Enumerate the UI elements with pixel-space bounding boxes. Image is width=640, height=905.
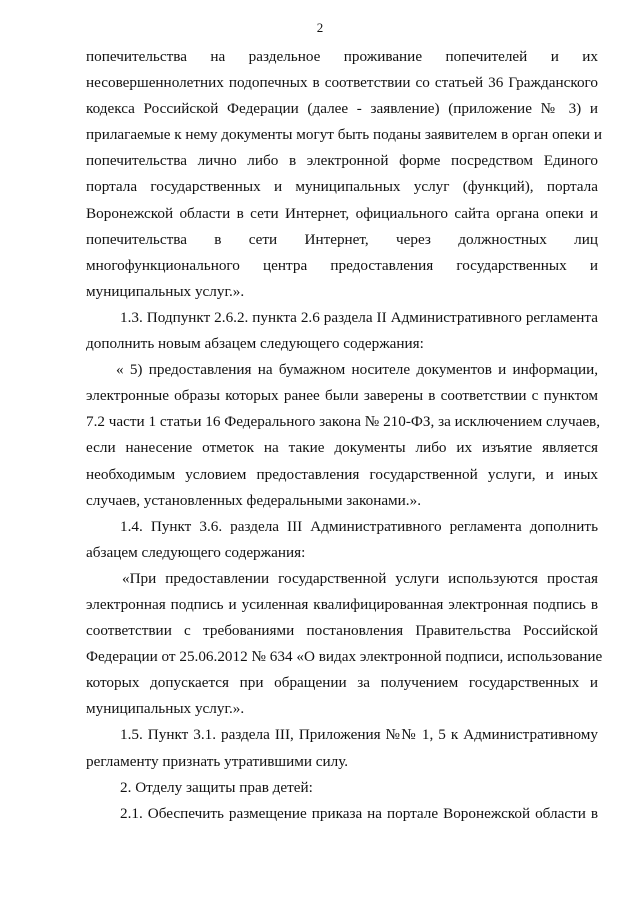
text-line: 1.3. Подпункт 2.6.2. пункта 2.6 раздела II Административного регламента <box>120 308 598 326</box>
text-line: соответствии с требованиями постановления Правительства Российской <box>86 622 598 640</box>
text-line: если нанесение отметок на такие документы либо их изъятие является <box>86 439 598 457</box>
text-line: портала государственных и муниципальных услуг (функций), портала <box>86 178 598 196</box>
text-line: попечительства в сети Интернет, через должностных лиц <box>86 230 598 248</box>
text-line: кодекса Российской Федерации (далее - заявление) (приложение № 3) и <box>86 100 598 118</box>
text-line: 1.4. Пункт 3.6. раздела III Административного регламента дополнить <box>120 517 598 535</box>
text-line: регламенту признать утратившими силу. <box>86 752 349 770</box>
text-line: «При предоставлении государственной услуги используются простая <box>122 569 598 587</box>
text-line: случаев, установленных федеральными законами.». <box>86 491 421 509</box>
text-line: 2.1. Обеспечить размещение приказа на портале Воронежской области в <box>120 804 598 822</box>
text-line: 7.2 части 1 статьи 16 Федерального закона № 210-ФЗ, за исключением случаев, <box>86 413 601 431</box>
text-line: электронная подпись и усиленная квалифицированная электронная подпись в <box>86 595 598 613</box>
text-line: Федерации от 25.06.2012 № 634 «О видах электронной подписи, использование <box>86 648 603 666</box>
text-line: прилагаемые к нему документы могут быть поданы заявителем в орган опеки и <box>86 126 602 144</box>
page-number: 2 <box>316 20 324 35</box>
text-line: многофункционального центра предоставления государственных и <box>86 256 598 274</box>
text-line: электронные образы которых ранее были заверены в соответствии с пунктом <box>86 387 598 405</box>
text-line: несовершеннолетних подопечных в соответствии со статьей 36 Гражданского <box>86 74 598 92</box>
text-line: « 5) предоставления на бумажном носителе документов и информации, <box>116 361 598 379</box>
document-body <box>86 44 603 827</box>
text-line: которых допускается при обращении за получением государственных и <box>86 674 598 692</box>
text-line: 1.5. Пункт 3.1. раздела III, Приложения №№ 1, 5 к Административному <box>120 726 598 744</box>
text-line: 2. Отделу защиты прав детей: <box>120 778 313 796</box>
text-line: необходимым условием предоставления государственной услуги, и иных <box>86 465 598 483</box>
text-line: дополнить новым абзацем следующего содержания: <box>86 335 424 353</box>
text-line: Воронежской области в сети Интернет, официального сайта органа опеки и <box>86 204 598 222</box>
text-line: абзацем следующего содержания: <box>86 543 306 561</box>
text-line: попечительства на раздельное проживание попечителей и их <box>86 48 598 65</box>
text-line: муниципальных услуг.». <box>86 700 245 718</box>
text-line: муниципальных услуг.». <box>86 282 245 300</box>
text-line: попечительства лично либо в электронной форме посредством Единого <box>86 152 598 170</box>
